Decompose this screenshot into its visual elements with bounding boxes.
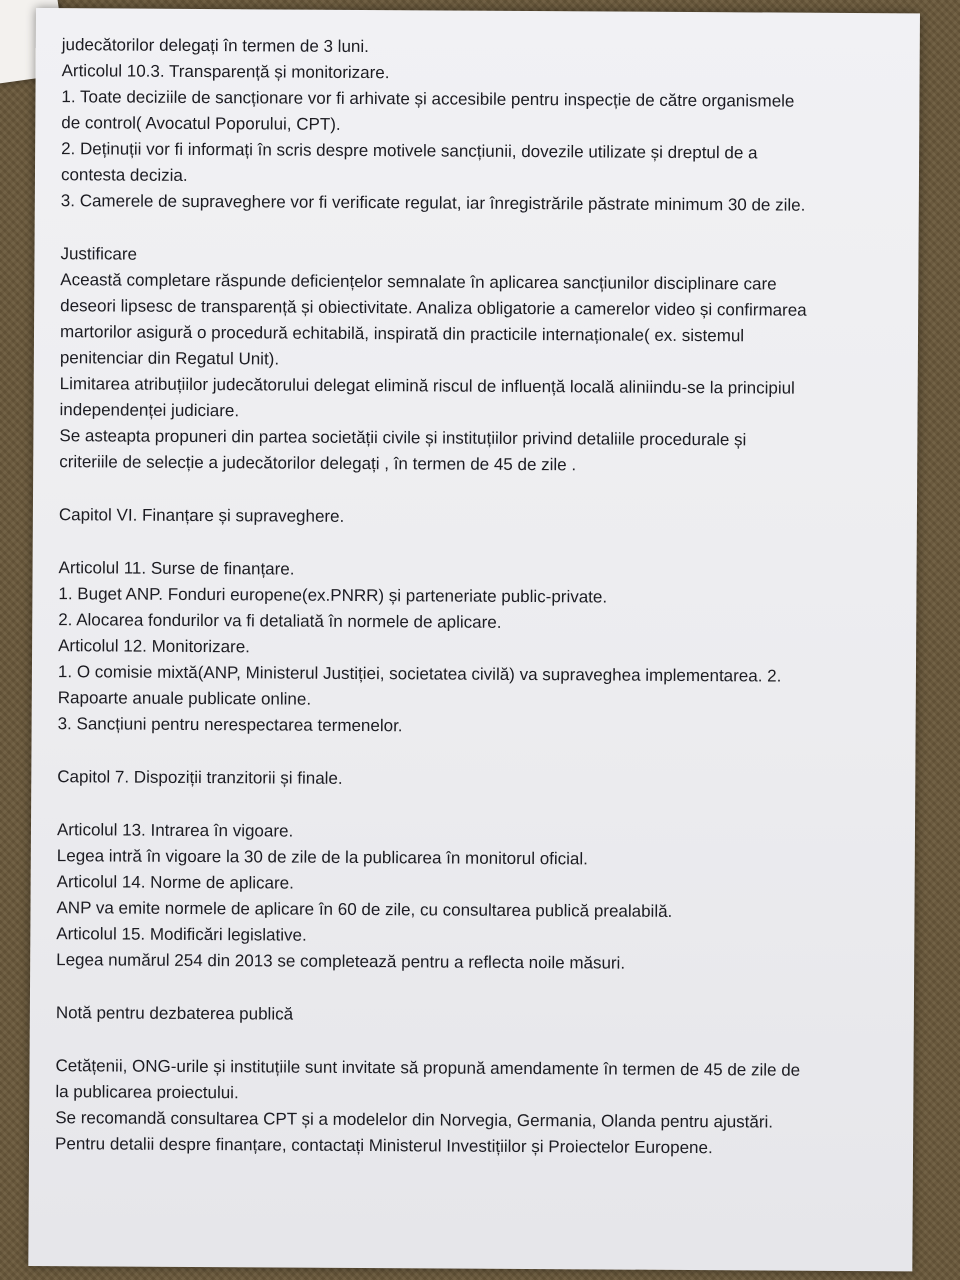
text-line: judecătorilor delegați în termen de 3 luni. xyxy=(61,35,369,57)
text-line: Se asteapta propuneri din partea societății civile și instituțiilor privind detaliile procedurale și xyxy=(59,426,747,450)
section-heading-nota: Notă pentru dezbaterea publică xyxy=(55,1003,294,1024)
text-line: Legea numărul 254 din 2013 se completează pentru a reflecta noile măsuri. xyxy=(56,950,626,973)
document-page xyxy=(28,8,920,1271)
text-line: Pentru detalii despre finanțare, contactați Ministerul Investițiilor și Proiectelor Europene. xyxy=(55,1134,713,1158)
text-line: Această completare răspunde deficiențelor semnalate în aplicarea sancțiunilor disciplinare care xyxy=(60,270,777,294)
article-heading: Articolul 14. Norme de aplicare. xyxy=(56,872,294,893)
article-heading: Articolul 10.3. Transparență și monitorizare. xyxy=(61,61,390,83)
chapter-heading-vi: Capitol VI. Finanțare și supraveghere. xyxy=(58,505,345,526)
text-line: 1. Buget ANP. Fonduri europene(ex.PNRR) și parteneriate public-private. xyxy=(58,584,608,607)
document-body xyxy=(55,32,908,1162)
text-line: 2. Deținuții vor fi informați în scris despre motivele sancțiunii, dovezile utilizate și dreptul de a xyxy=(61,139,758,163)
text-line: la publicarea proiectului. xyxy=(55,1082,239,1103)
text-line: Se recomandă consultarea CPT și a modelelor din Norvegia, Germania, Olanda pentru ajustări. xyxy=(55,1108,774,1132)
article-heading: Articolul 15. Modificări legislative. xyxy=(56,924,307,945)
text-line: de control( Avocatul Poporului, CPT). xyxy=(61,113,341,134)
text-line: deseori lipsesc de transparență și obiectivitate. Analiza obligatorie a camerelor video și confirmarea xyxy=(60,296,807,320)
text-line: 3. Camerele de supraveghere vor fi verificate regulat, iar înregistrările păstrate minimum 30 de zile. xyxy=(60,191,806,215)
text-line: Limitarea atribuțiilor judecătorului delegat elimină riscul de influență locală aliniindu-se la principiul xyxy=(59,374,795,398)
text-line: Cetățenii, ONG-urile și instituțiile sunt invitate să propună amendamente în termen de 45 de zile de xyxy=(55,1056,801,1080)
text-line: independenței judiciare. xyxy=(59,400,240,421)
chapter-heading-7: Capitol 7. Dispoziții tranzitorii și finale. xyxy=(57,767,343,788)
article-heading: Articolul 12. Monitorizare. xyxy=(58,636,250,657)
text-line: penitenciar din Regatul Unit). xyxy=(59,348,280,369)
text-line: martorilor asigură o procedură echitabilă, inspirată din practicile internaționale( ex. sistemul xyxy=(59,322,745,346)
section-heading-justificare: Justificare xyxy=(60,244,138,264)
text-line: Rapoarte anuale publicate online. xyxy=(57,688,312,709)
text-line: contesta decizia. xyxy=(60,165,188,185)
text-line: 2. Alocarea fondurilor va fi detaliată în normele de aplicare. xyxy=(58,610,502,632)
text-line: ANP va emite normele de aplicare în 60 de zile, cu consultarea publică prealabilă. xyxy=(56,898,673,921)
text-line: 1. O comisie mixtă(ANP, Ministerul Justiției, societatea civilă) va supraveghea implementarea. 2. xyxy=(57,662,782,686)
text-line: 3. Sancțiuni pentru nerespectarea termenelor. xyxy=(57,714,403,736)
article-heading: Articolul 11. Surse de finanțare. xyxy=(58,558,295,579)
article-heading: Articolul 13. Intrarea în vigoare. xyxy=(56,820,294,841)
text-line: criteriile de selecție a judecătorilor delegați , în termen de 45 de zile . xyxy=(59,452,577,475)
text-line: Legea intră în vigoare la 30 de zile de la publicarea în monitorul oficial. xyxy=(56,846,588,869)
text-line: 1. Toate deciziile de sancționare vor fi arhivate și accesibile pentru inspecție de către organismele xyxy=(61,87,795,111)
